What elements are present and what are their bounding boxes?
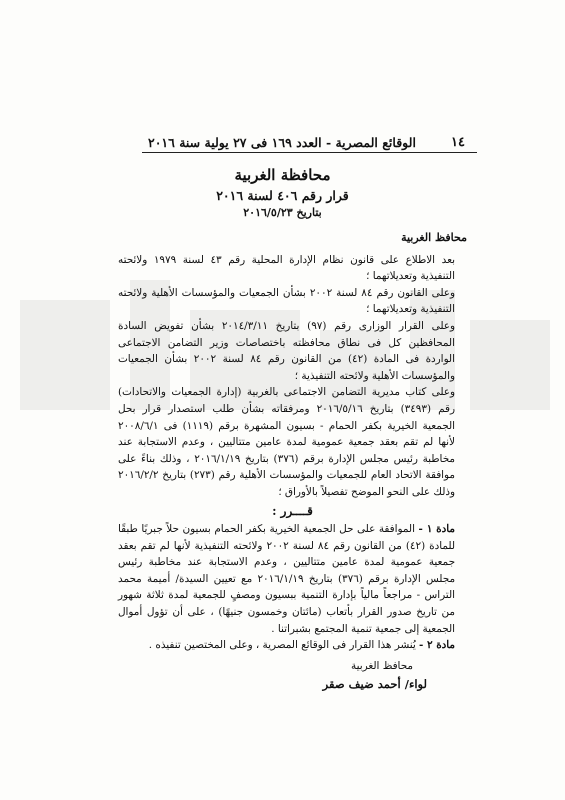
page-number: ١٤ (451, 135, 465, 150)
governorate-title: محافظة الغربية (234, 166, 331, 184)
article-text: الموافقة على حل الجمعية الخيرية بكفر الحمام بسيون حلاً جبريًا طبقًا للمادة (٤٢) من القانون رقم ٨٤ لسنة ٢٠٠٢ ولائحته التنفيذية لأنها لم تقم بعقد جمعية عمومية لمدة عامين متتاليين ، وعدم الاستجابة عند مخاطبة رئيس مجلس الإدارة برقم (٣٧٦) بتاريخ ٢٠١٦/١/١٩ مع تعيين السيدة/ أميمة محمد التراس - مراجعاً مالياً بإدارة التنمية ببسيون ومصفٍ للجمعية لمدة ثلاثة شهور من تاريخ صدور القرار بأتعاب (مائتان وخمسون جنيهًا) ، على أن تؤول أموال الجمعية إلى جمعية تنمية المجتمع بشبراتنا . (118, 523, 456, 635)
signatory-role: محافظ الغربية (351, 659, 413, 672)
article-text: يُنشر هذا القرار فى الوقائع المصرية ، وعلى المختصين تنفيذه . (148, 639, 420, 652)
article-label: مادة ١ - (418, 523, 455, 536)
preamble-paragraph: بعد الاطلاع على قانون نظام الإدارة المحلية رقم ٤٣ لسنة ١٩٧٩ ولائحته التنفيذية وتعديلاتهما ؛ (118, 253, 455, 283)
decides-heading: قــــرر : (272, 503, 313, 518)
signatory-name: لواء/ أحمد ضيف صقر (322, 677, 427, 692)
page-header (148, 128, 465, 150)
article-label: مادة ٢ - (419, 639, 455, 652)
running-title: الوقائع المصرية - العدد ١٦٩ فى ٢٧ يولية سنة ٢٠١٦ (148, 135, 416, 150)
preamble-paragraph: وعلى القانون رقم ٨٤ لسنة ٢٠٠٢ بشأن الجمعيات والمؤسسات الأهلية ولائحته التنفيذية وتعديلاتهما ؛ (118, 286, 455, 316)
article-2 (118, 637, 467, 654)
article-1 (118, 521, 467, 637)
issuer: محافظ الغربية (401, 231, 467, 244)
decree-title: قرار رقم ٤٠٦ لسنة ٢٠١٦ (216, 188, 349, 203)
decree-body (118, 230, 467, 693)
preamble-paragraph: وعلى القرار الوزارى رقم (٩٧) بتاريخ ٢٠١٤/٣/١١ بشأن تفويض السادة المحافظين كل فى نطاق محافظته باختصاصات وزير التضامن الاجتماعى الواردة فى المادة (٤٢) من القانون رقم ٨٤ لسنة ٢٠٠٢ بشأن الجمعيات والمؤسسات الأهلية ولائحته التنفيذية ؛ (118, 319, 455, 382)
preamble-paragraph: وعلى كتاب مديرية التضامن الاجتماعى بالغربية (إدارة الجمعيات والاتحادات) رقم (٣٤٩٣) بتاريخ ٢٠١٦/٥/١٦ ومرفقاته بشأن طلب استصدار قرار بحل الجمعية الخيرية بكفر الحمام - بسيون المشهرة برقم (١١١٩) فى ٢٠٠٨/٦/١ لأنها لم تقم بعقد جمعية عمومية لمدة عامين متتاليين ، وعدم الاستجابة عند مخاطبة رئيس مجلس الإدارة برقم (٣٧٦) بتاريخ ٢٠١٦/١/١٩ ، وذلك بناءً على موافقة الاتحاد العام للجمعيات والمؤسسات الأهلية رقم (٢٧٣) بتاريخ ٢٠١٦/٢/٢ وذلك على النحو الموضح تفصيلاً بالأوراق ؛ (118, 386, 455, 498)
header-divider (142, 152, 477, 153)
decree-date: بتاريخ ٢٠١٦/٥/٢٣ (243, 206, 322, 219)
